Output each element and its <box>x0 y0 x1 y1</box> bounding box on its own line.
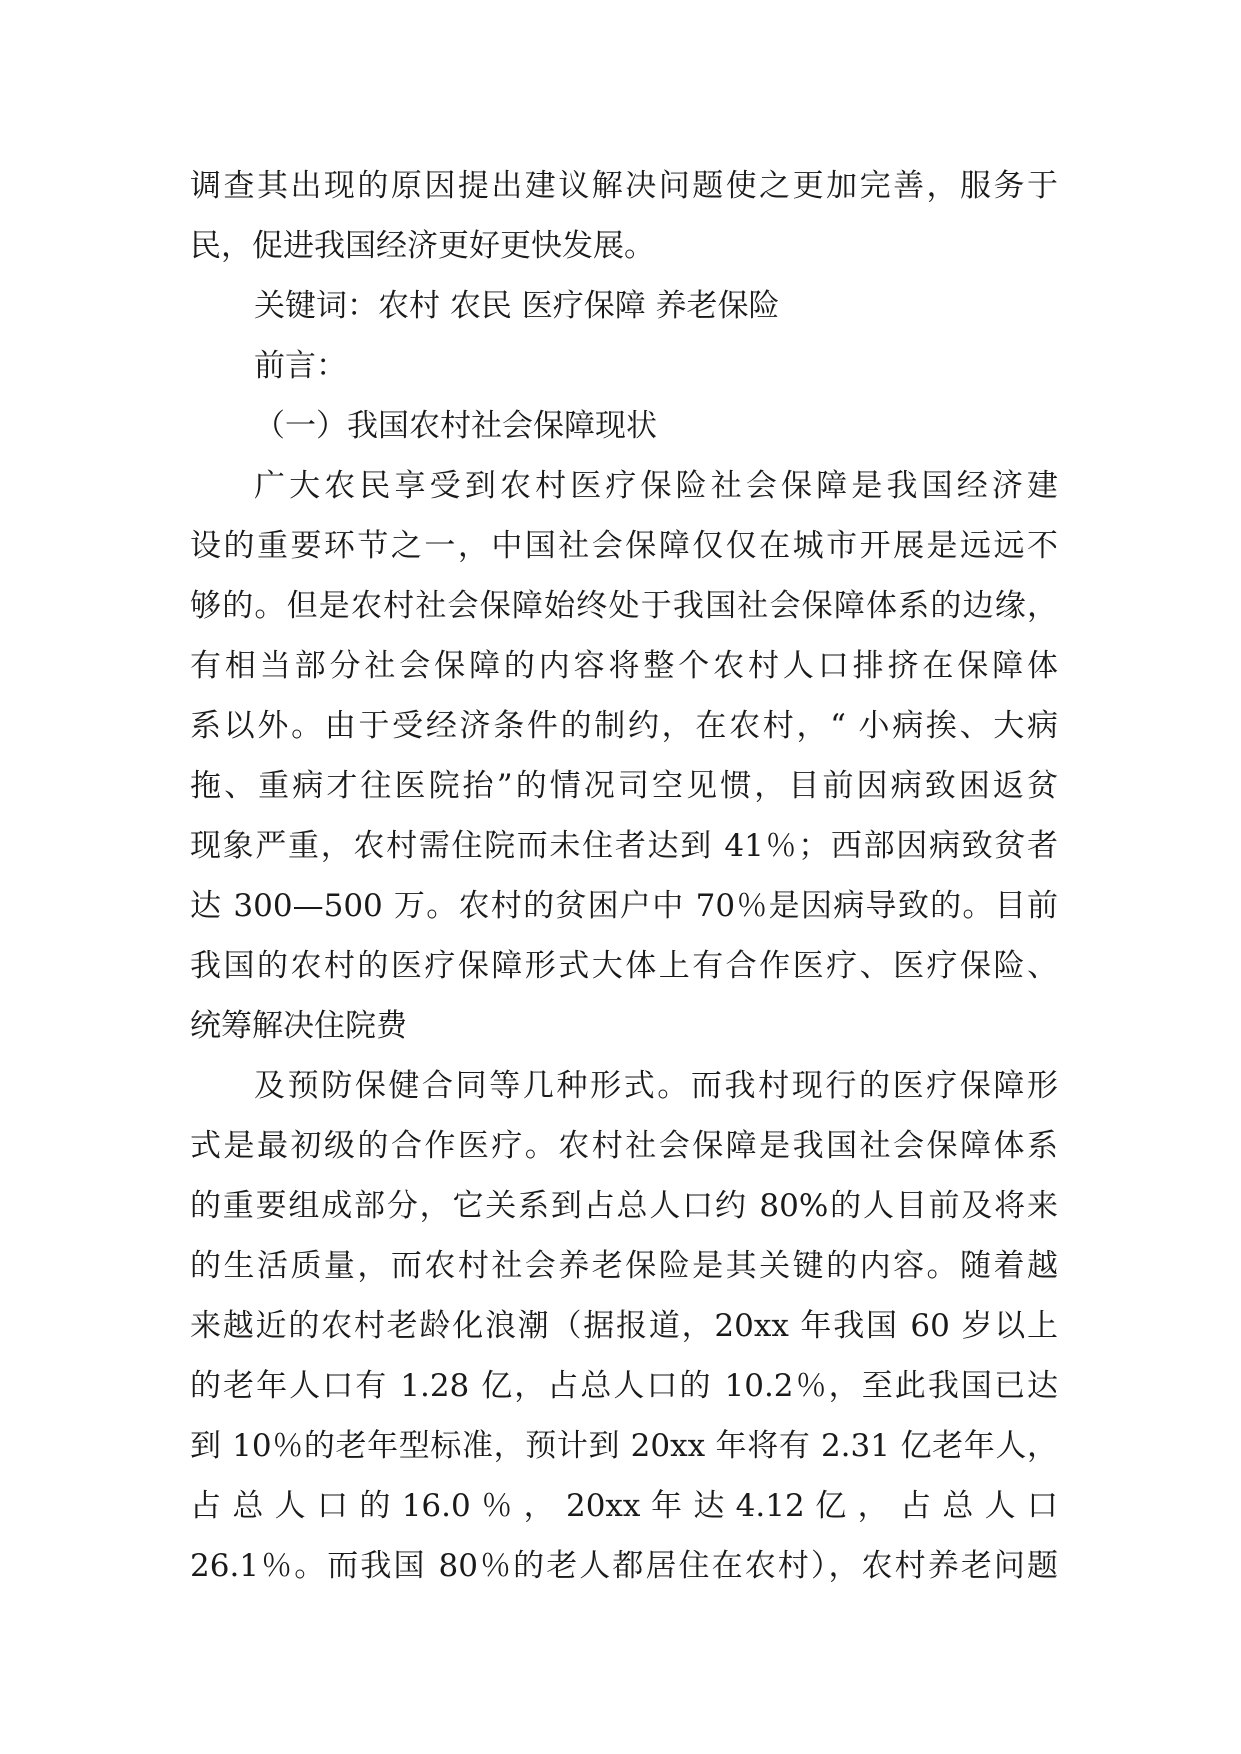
text-line: 的生活质量，而农村社会养老保险是其关键的内容。随着越 <box>190 1248 1058 1284</box>
body-text <box>190 156 1058 1596</box>
text-line: 现象严重，农村需住院而未住者达到 41％；西部因病致贫者 <box>190 828 1058 864</box>
text-line: 系以外。由于受经济条件的制约，在农村，“ 小病挨、大病 <box>190 708 1058 744</box>
text-line: 调查其出现的原因提出建议解决问题使之更加完善，服务于 <box>190 168 1058 204</box>
text-line: 我国的农村的医疗保障形式大体上有合作医疗、医疗保险、 <box>190 948 1058 984</box>
text-line: 统筹解决住院费 <box>190 1008 407 1044</box>
text-line: 有相当部分社会保障的内容将整个农村人口排挤在保障体 <box>190 648 1058 684</box>
text-line: 设的重要环节之一，中国社会保障仅仅在城市开展是远远不 <box>190 528 1058 564</box>
text-line: 拖、重病才往医院抬”的情况司空见惯，目前因病致困返贫 <box>190 768 1058 804</box>
text-line: （一）我国农村社会保障现状 <box>254 408 657 444</box>
text-line: 来越近的农村老龄化浪潮（据报道，20xx 年我国 60 岁以上 <box>190 1308 1058 1344</box>
text-line: 26.1％。而我国 80％的老人都居住在农村），农村养老问题 <box>190 1548 1058 1584</box>
text-line: 广大农民享受到农村医疗保险社会保障是我国经济建 <box>254 468 1058 504</box>
text-line: 的重要组成部分，它关系到占总人口约 80%的人目前及将来 <box>190 1188 1058 1224</box>
text-line: 占 总 人 口 的 16.0 ％ ， 20xx 年 达 4.12 亿 ， 占 总 人 口 <box>190 1488 1058 1524</box>
text-line: 到 10％的老年型标准，预计到 20xx 年将有 2.31 亿老年人， <box>190 1428 1058 1464</box>
text-line: 前言： <box>254 348 347 384</box>
text-line: 的老年人口有 1.28 亿，占总人口的 10.2％，至此我国已达 <box>190 1368 1058 1404</box>
text-line: 民，促进我国经济更好更快发展。 <box>190 228 655 264</box>
text-line: 式是最初级的合作医疗。农村社会保障是我国社会保障体系 <box>190 1128 1058 1164</box>
text-line: 达 300—500 万。农村的贫困户中 70％是因病导致的。目前 <box>190 888 1058 924</box>
text-line: 及预防保健合同等几种形式。而我村现行的医疗保障形 <box>254 1068 1058 1104</box>
text-line: 关键词：农村 农民 医疗保障 养老保险 <box>254 288 780 324</box>
text-line: 够的。但是农村社会保障始终处于我国社会保障体系的边缘， <box>190 588 1058 624</box>
